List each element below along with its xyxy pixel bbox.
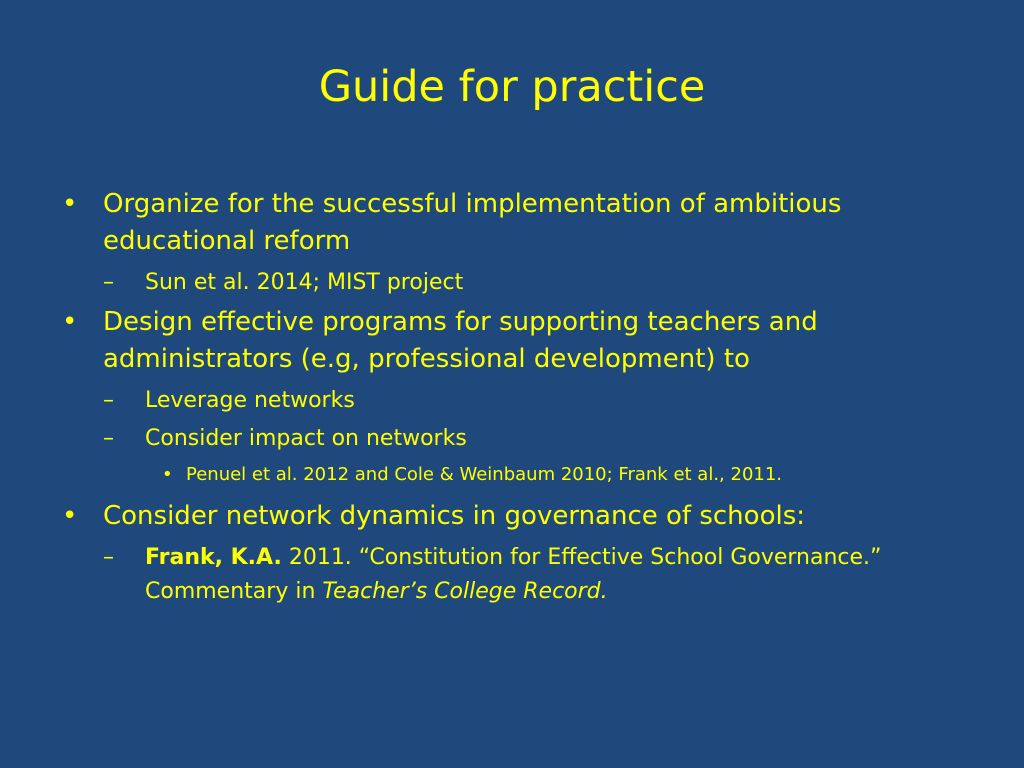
dash-marker: – (103, 388, 114, 413)
sub-sub-bullet-item (60, 460, 965, 490)
bullet-text: Design effective programs for supporting teachers and administrators (e.g, professional development) to (103, 307, 818, 374)
sub-bullet-item (60, 384, 965, 418)
slide-title: Guide for practice (318, 62, 706, 112)
reference-text (145, 541, 965, 609)
bullet-text: Consider network dynamics in governance of schools: (103, 501, 805, 531)
sub-bullet-item (60, 422, 965, 456)
sub-bullet-item (60, 266, 965, 300)
reference-journal: Teacher’s College Record. (322, 579, 608, 604)
bullet-item (60, 304, 965, 378)
sub-bullet-item (60, 541, 965, 609)
bullet-text: Organize for the successful implementation of ambitious educational reform (103, 189, 842, 256)
bullet-item (60, 498, 965, 535)
dash-marker: – (103, 545, 114, 570)
bullet-item (60, 186, 965, 260)
sub-bullet-text: Consider impact on networks (145, 426, 467, 451)
sub-bullet-text: Sun et al. 2014; MIST project (145, 270, 464, 295)
sub-bullet-text: Leverage networks (145, 388, 355, 413)
reference-body: 2011. “Constitution for Effective School Governance.” Commentary in (145, 545, 882, 604)
bullet-marker: • (162, 464, 173, 485)
bullet-marker: • (62, 189, 78, 219)
dash-marker: – (103, 426, 114, 451)
bullet-marker: • (62, 501, 78, 531)
dash-marker: – (103, 270, 114, 295)
citation-text: Penuel et al. 2012 and Cole & Weinbaum 2010; Frank et al., 2011. (186, 464, 783, 485)
bullet-list (60, 186, 965, 613)
bullet-marker: • (62, 307, 78, 337)
reference-author: Frank, K.A. (145, 545, 282, 570)
